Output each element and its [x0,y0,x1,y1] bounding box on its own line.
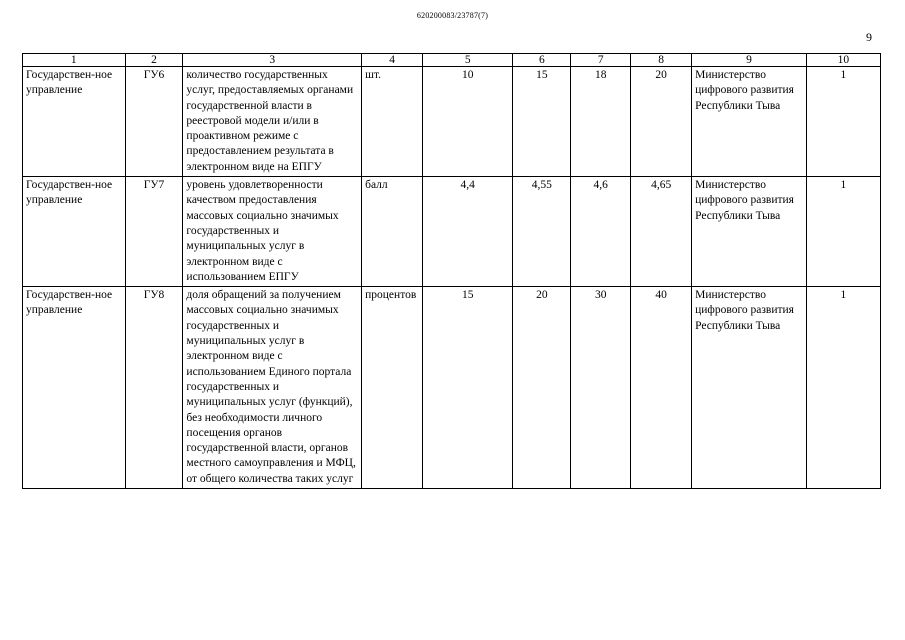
responsible-cell: Министерство цифрового развития Республики Тыва [692,67,807,177]
indicator-cell: уровень удовлетворенности качеством предоставления массовых социально значимых государственных и муниципальных услуг в электронном виде с использованием ЕПГУ [183,177,362,287]
code-cell: ГУ8 [125,287,183,489]
responsible-cell: Министерство цифрового развития Республики Тыва [692,287,807,489]
indicator-cell: количество государственных услуг, предоставляемых органами государственной власти в реестровой модели и/или в проактивном режиме с предоставлением результата в электронном виде на ЕПГУ [183,67,362,177]
table-row [23,67,881,177]
responsible-cell: Министерство цифрового развития Республики Тыва [692,177,807,287]
column-header: 7 [571,54,631,67]
value-cell: 4,4 [423,177,513,287]
indicators-table [22,53,881,489]
value-cell: 4,6 [571,177,631,287]
value-cell: 4,55 [513,177,571,287]
column-header: 1 [23,54,126,67]
column-header: 9 [692,54,807,67]
value-cell: 40 [631,287,692,489]
unit-cell: шт. [362,67,423,177]
value-cell: 30 [571,287,631,489]
code-cell: ГУ6 [125,67,183,177]
area-cell: Государствен-ное управление [23,67,126,177]
column-header: 5 [423,54,513,67]
area-cell: Государствен-ное управление [23,177,126,287]
area-cell: Государствен-ное управление [23,287,126,489]
value-cell: 18 [571,67,631,177]
column-header: 2 [125,54,183,67]
value-cell: 15 [423,287,513,489]
value-cell: 20 [513,287,571,489]
value-cell: 4,65 [631,177,692,287]
value-cell: 1 [806,177,880,287]
column-header: 6 [513,54,571,67]
column-header: 3 [183,54,362,67]
column-header: 10 [806,54,880,67]
value-cell: 1 [806,287,880,489]
value-cell: 20 [631,67,692,177]
document-id: 620200083/23787(7) [416,11,489,20]
unit-cell: балл [362,177,423,287]
header-row [23,54,881,67]
table-row [23,177,881,287]
unit-cell: процентов [362,287,423,489]
column-header: 4 [362,54,423,67]
code-cell: ГУ7 [125,177,183,287]
table-row [23,287,881,489]
page-number: 9 [866,30,872,44]
value-cell: 15 [513,67,571,177]
value-cell: 1 [806,67,880,177]
indicator-cell: доля обращений за получением массовых социально значимых государственных и муниципальных услуг в электронном виде с использованием Единого портала государственных и муниципальных услуг (функций), без необходимости личного посещения органов государственной власти, органов местного самоуправления и МФЦ, от общего количества таких услуг [183,287,362,489]
value-cell: 10 [423,67,513,177]
column-header: 8 [631,54,692,67]
